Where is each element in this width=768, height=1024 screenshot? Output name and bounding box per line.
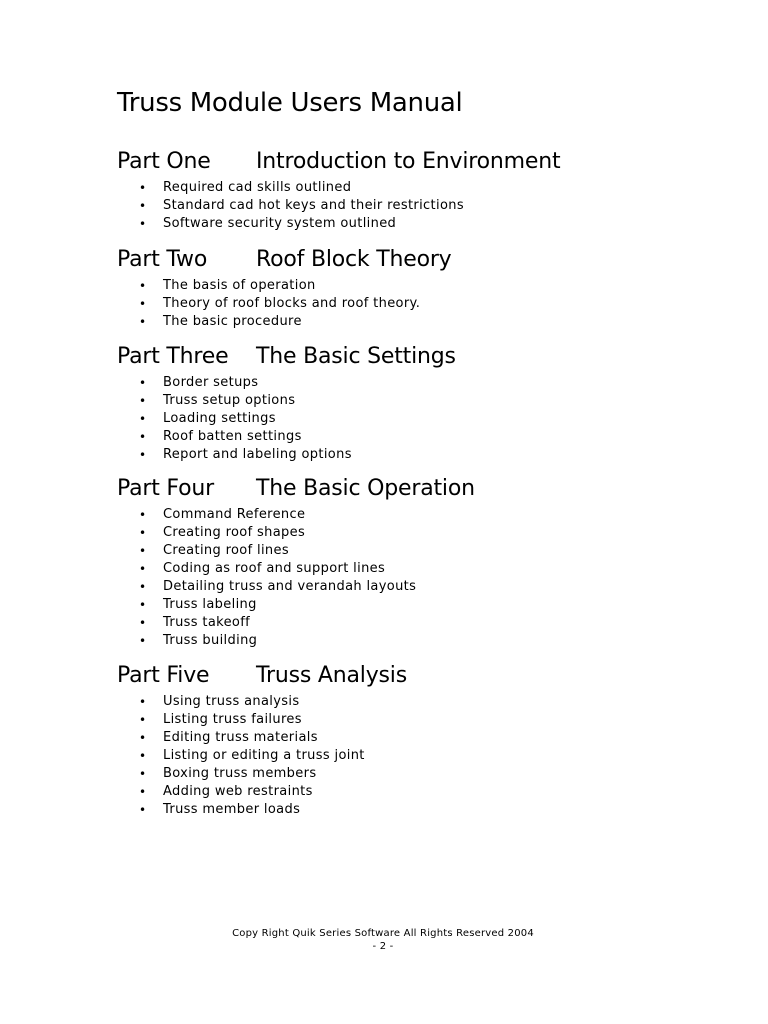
list-item: • The basis of operation <box>139 278 316 293</box>
section-part-three <box>117 342 456 464</box>
section-heading <box>117 147 560 177</box>
list-item: • Boxing truss members <box>139 766 317 781</box>
list-item: • Truss building <box>139 633 258 648</box>
list-item: • The basic procedure <box>139 314 302 329</box>
bullet-icon: • <box>139 695 147 709</box>
bullet-icon: • <box>139 181 147 195</box>
list-item: • Creating roof shapes <box>139 525 306 540</box>
bullet-icon: • <box>139 376 147 390</box>
page-footer <box>0 927 768 953</box>
section-heading <box>117 661 407 691</box>
bullet-icon: • <box>139 634 147 648</box>
list-item: • Loading settings <box>139 411 276 426</box>
bullet-icon: • <box>139 394 147 408</box>
list-item: • Truss labeling <box>139 597 257 612</box>
part-topic: The Basic Settings <box>256 344 456 369</box>
list-item: • Adding web restraints <box>139 784 313 799</box>
list-item: • Editing truss materials <box>139 730 318 745</box>
page-number: - 2 - <box>372 941 394 952</box>
bullet-icon: • <box>139 430 147 444</box>
bullet-icon: • <box>139 217 147 231</box>
bullet-list <box>117 506 475 650</box>
section-part-four <box>117 474 475 650</box>
bullet-icon: • <box>139 767 147 781</box>
list-item: • Detailing truss and verandah layouts <box>139 579 417 594</box>
bullet-icon: • <box>139 526 147 540</box>
section-heading <box>117 245 452 275</box>
bullet-icon: • <box>139 616 147 630</box>
list-item: • Listing or editing a truss joint <box>139 748 365 763</box>
bullet-list <box>117 374 456 464</box>
bullet-icon: • <box>139 297 147 311</box>
section-part-two <box>117 245 452 331</box>
bullet-icon: • <box>139 580 147 594</box>
part-topic: The Basic Operation <box>256 476 475 501</box>
part-label: Part Five <box>117 663 210 688</box>
section-heading <box>117 342 456 372</box>
list-item: • Creating roof lines <box>139 543 289 558</box>
list-item: • Using truss analysis <box>139 694 300 709</box>
part-label: Part Four <box>117 476 214 501</box>
list-item: • Coding as roof and support lines <box>139 561 386 576</box>
list-item: • Theory of roof blocks and roof theory. <box>139 296 421 311</box>
bullet-icon: • <box>139 713 147 727</box>
bullet-icon: • <box>139 448 147 462</box>
list-item: • Listing truss failures <box>139 712 302 727</box>
part-topic: Roof Block Theory <box>256 247 452 272</box>
bullet-icon: • <box>139 562 147 576</box>
bullet-icon: • <box>139 785 147 799</box>
part-topic: Truss Analysis <box>256 663 407 688</box>
bullet-list <box>117 693 407 819</box>
bullet-icon: • <box>139 199 147 213</box>
section-heading <box>117 474 475 504</box>
section-part-five <box>117 661 407 819</box>
list-item: • Standard cad hot keys and their restrictions <box>139 198 464 213</box>
bullet-list <box>117 179 560 233</box>
list-item: • Truss member loads <box>139 802 301 817</box>
part-topic: Introduction to Environment <box>256 149 561 174</box>
bullet-icon: • <box>139 508 147 522</box>
bullet-icon: • <box>139 598 147 612</box>
list-item: • Border setups <box>139 375 259 390</box>
part-label: Part Two <box>117 247 208 272</box>
bullet-icon: • <box>139 731 147 745</box>
bullet-icon: • <box>139 803 147 817</box>
part-label: Part Three <box>117 344 229 369</box>
list-item: • Required cad skills outlined <box>139 180 352 195</box>
bullet-icon: • <box>139 315 147 329</box>
list-item: • Report and labeling options <box>139 447 352 462</box>
bullet-icon: • <box>139 279 147 293</box>
part-label: Part One <box>117 149 211 174</box>
copyright-notice: Copy Right Quik Series Software All Rights Reserved 2004 <box>232 928 534 939</box>
document-title: Truss Module Users Manual <box>117 88 463 118</box>
bullet-icon: • <box>139 544 147 558</box>
section-part-one <box>117 147 560 233</box>
list-item: • Truss setup options <box>139 393 296 408</box>
list-item: • Truss takeoff <box>139 615 251 630</box>
list-item: • Command Reference <box>139 507 306 522</box>
bullet-icon: • <box>139 412 147 426</box>
bullet-icon: • <box>139 749 147 763</box>
bullet-list <box>117 277 452 331</box>
list-item: • Roof batten settings <box>139 429 302 444</box>
list-item: • Software security system outlined <box>139 216 397 231</box>
